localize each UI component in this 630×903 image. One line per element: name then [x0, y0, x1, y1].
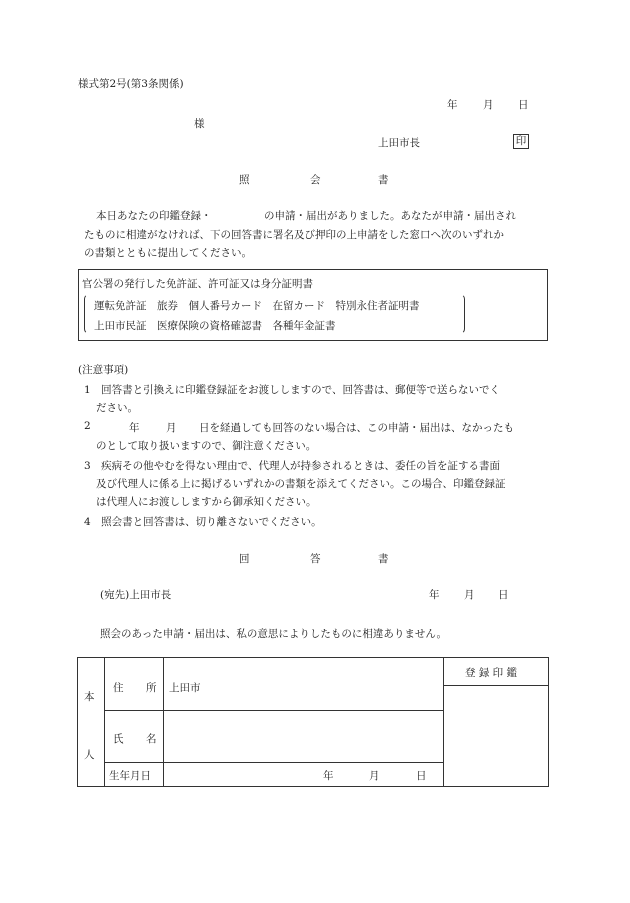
note-3-line-1: 3 疾病その他やむを得ない理由で、代理人が持参されるときは、委任の旨を証する書面: [84, 460, 500, 472]
table-row-sep-1: [104, 710, 444, 711]
name-label-char-2: 名: [146, 733, 157, 745]
address-value: 上田市: [169, 682, 201, 694]
note-2-text: 日を経過しても回答のない場合は、この申請・届出は、なかったも: [199, 422, 514, 434]
table-row-sep-2: [104, 762, 444, 763]
table-col-sep-2: [163, 657, 164, 787]
birth-month: 月: [369, 770, 380, 782]
inquiry-body-line-3: の書類とともに提出してください。: [84, 247, 252, 259]
note-2-year: 年: [129, 422, 140, 434]
birth-year: 年: [323, 770, 334, 782]
issuer-name: 上田市長: [378, 137, 420, 149]
person-label-char-1: 本: [84, 691, 95, 703]
reply-title-char-2: 答: [310, 553, 321, 565]
reply-title-char-3: 書: [378, 553, 389, 565]
reply-date-day: 日: [498, 589, 509, 601]
reply-date-year: 年: [429, 589, 440, 601]
note-1-line-2: ださい。: [96, 402, 138, 414]
reply-statement: 照会のあった申請・届出は、私の意思によりしたものに相違ありません。: [100, 628, 448, 640]
birth-day: 日: [416, 770, 427, 782]
id-documents-line-2: 上田市民証 医療保険の資格確認書 各種年金証書: [94, 320, 336, 332]
table-col-sep-1: [104, 657, 105, 787]
inquiry-body-line-2: たものに相違がなければ、下の回答書に署名及び押印の上申請をした窓口へ次のいずれか: [84, 229, 504, 241]
inquiry-title-char-3: 書: [378, 174, 389, 186]
reply-date-month: 月: [464, 589, 475, 601]
note-4: 4 照会書と回答書は、切り離さないでください。: [84, 516, 322, 528]
note-3-line-2: 及び代理人に係る上に掲げるいずれかの書類を添えてください。この場合、印鑑登録証: [96, 478, 506, 490]
note-2-number: 2: [84, 420, 91, 432]
table-seal-header-sep: [443, 685, 549, 686]
note-1-line-1: 1 回答書と引換えに印鑑登録証をお渡ししますので、回答書は、郵便等で送らないでく: [84, 384, 500, 396]
table-border-bottom: [77, 786, 549, 787]
table-border-left: [77, 657, 78, 787]
inquiry-title-char-2: 会: [310, 174, 321, 186]
table-col-sep-3: [443, 657, 444, 787]
note-2-line-2: のとして取り扱いますので、御注意ください。: [96, 440, 317, 452]
table-border-top: [77, 657, 549, 658]
reply-title-char-1: 回: [239, 553, 250, 565]
birthdate-label: 生年月日: [109, 770, 151, 782]
inquiry-body-line-1: 本日あなたの印鑑登録・ の申請・届出がありました。あなたが申請・届出され: [96, 210, 516, 222]
id-documents-heading: 官公署の発行した免許証、許可証又は身分証明書: [82, 278, 313, 290]
notes-heading: (注意事項): [78, 364, 129, 376]
id-documents-line-1: 運転免許証 旅券 個人番号カード 在留カード 特別永住者証明書: [94, 300, 420, 312]
reply-addressee: (宛先)上田市長: [100, 589, 172, 601]
seal-label: 登 録 印 鑑: [465, 667, 518, 679]
table-border-right: [548, 657, 549, 787]
inquiry-title-char-1: 照: [239, 174, 250, 186]
addressee-suffix: 様: [194, 118, 205, 130]
name-label-char-1: 氏: [113, 733, 124, 745]
note-2-month: 月: [166, 422, 177, 434]
form-number: 様式第2号(第3条関係): [78, 78, 184, 90]
address-label-char-1: 住: [113, 682, 124, 694]
header-date-day: 日: [518, 99, 529, 111]
header-date-year: 年: [447, 99, 458, 111]
person-label-char-2: 人: [84, 749, 95, 761]
seal-mark-box: 印: [513, 134, 529, 149]
header-date-month: 月: [483, 99, 494, 111]
address-label-char-2: 所: [146, 682, 157, 694]
note-3-line-3: は代理人にお渡ししますから御承知ください。: [96, 496, 317, 508]
